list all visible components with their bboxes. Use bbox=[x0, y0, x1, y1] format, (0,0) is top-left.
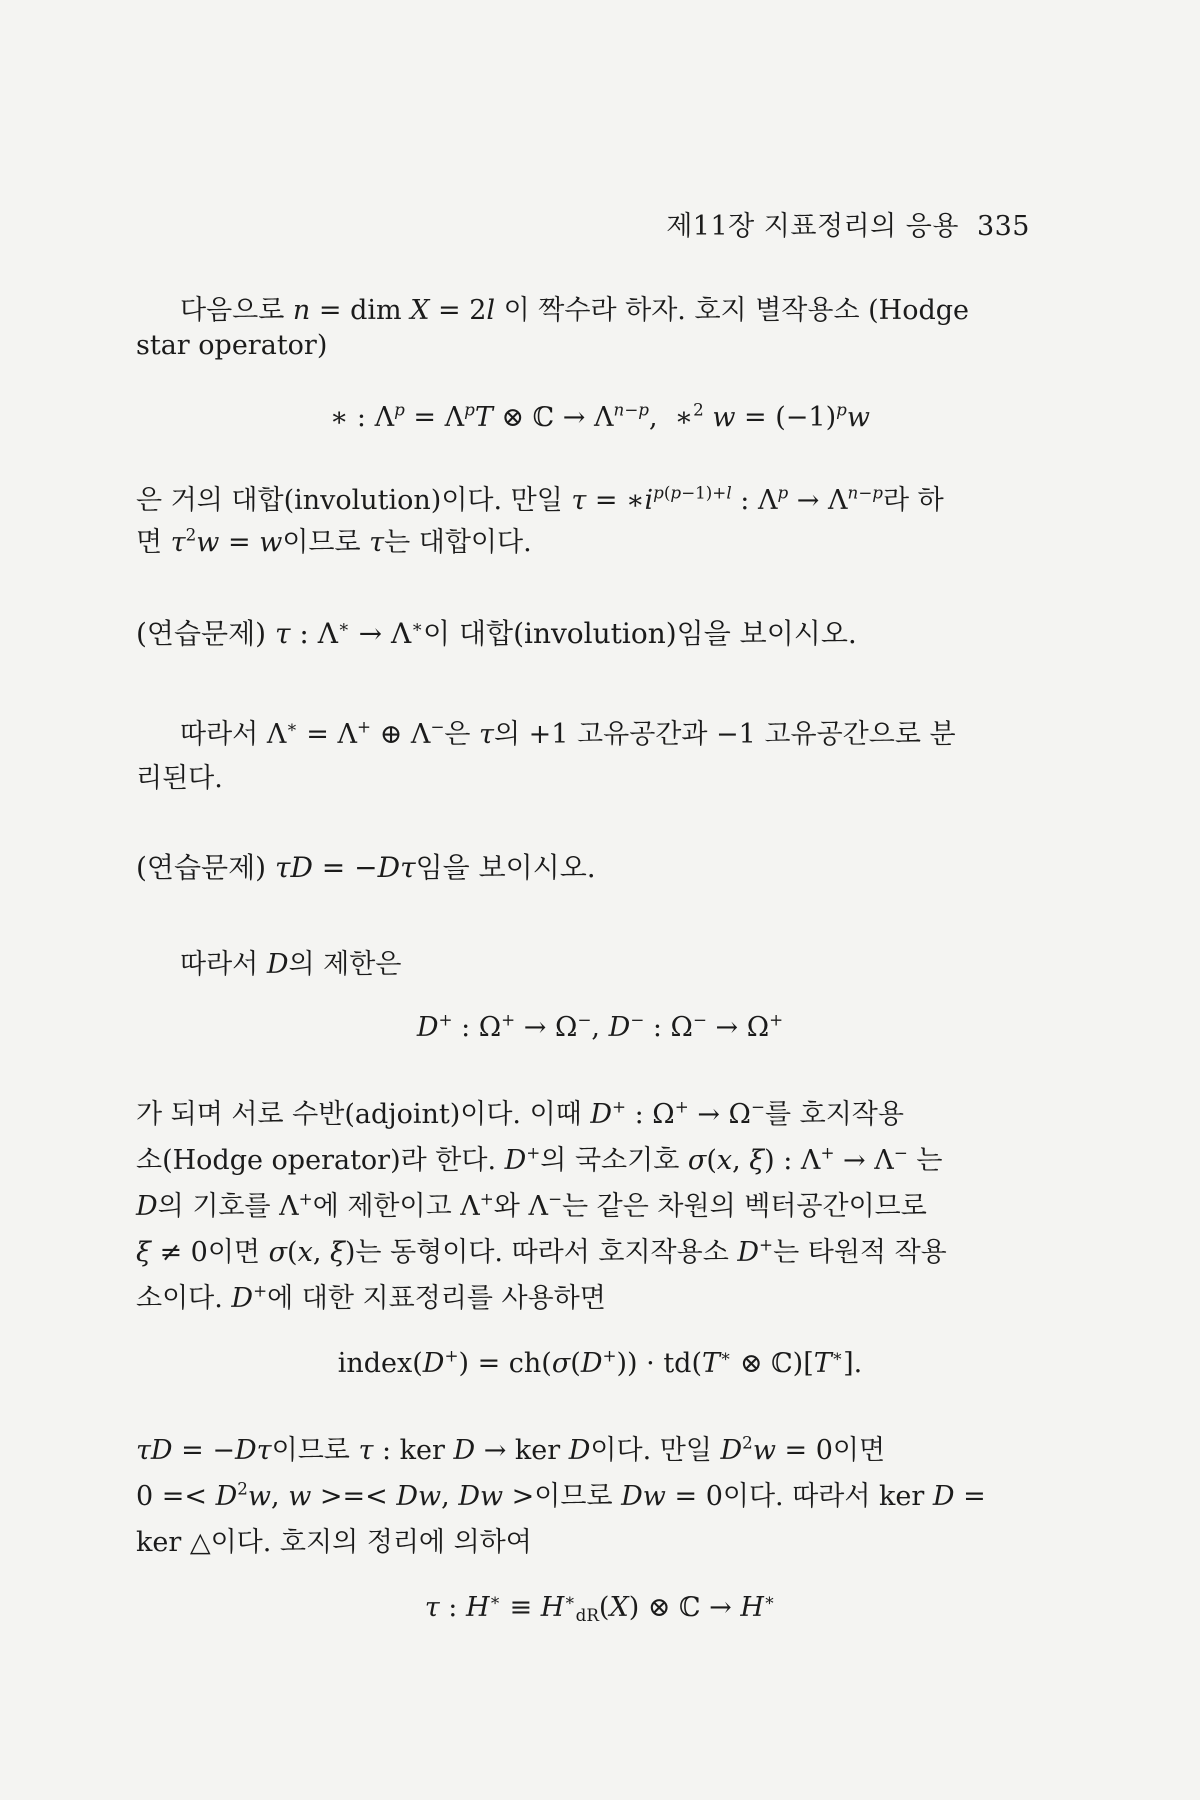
text-line: 리된다. bbox=[136, 763, 223, 794]
page-number: 335 bbox=[976, 211, 1030, 242]
text-line: 따라서 D의 제한은 bbox=[180, 949, 402, 980]
text-line: 따라서 Λ∗ = Λ+ ⊕ Λ−은 τ의 +1 고유공간과 −1 고유공간으로 분 bbox=[180, 716, 956, 750]
text-line: star operator) bbox=[136, 330, 328, 361]
equation-index: index(D+) = ch(σ(D+)) · td(T∗ ⊗ ℂ)[T∗]. bbox=[337, 1345, 863, 1379]
text-line: ξ ≠ 0이면 σ(x, ξ)는 동형이다. 따라서 호지작용소 D+는 타원적 작용 bbox=[136, 1234, 947, 1268]
text-line: $0 =< D^2w$, w >=< Dw, Dw >이므로 Dw = 0이다. 따라서 ker D = bbox=[136, 1478, 986, 1512]
text-line: τD = −Dτ이므로 τ : ker D → ker D이다. 만일 $D^2w = 0$이면 bbox=[136, 1432, 886, 1466]
text-line: 가 되며 서로 수반(adjoint)이다. 이때 D+ : Ω+ → Ω−를 호지작용 bbox=[136, 1096, 904, 1130]
running-head bbox=[666, 204, 1030, 243]
text-line: 은 거의 대합(involution)이다. 만일 $\tau = ∗i^{p(p-1)+l}$ : $\Lambda^p \to \Lambda^{n-p}$라 하 bbox=[136, 482, 944, 516]
text-line: D의 기호를 Λ+에 제한이고 Λ+와 Λ−는 같은 차원의 벡터공간이므로 bbox=[136, 1188, 927, 1222]
text-line: ker △이다. 호지의 정리에 의하여 bbox=[136, 1527, 532, 1558]
chapter-title: 제11장 지표정리의 응용 bbox=[666, 211, 959, 242]
equation-restriction: D+ : Ω+ → Ω−, D− : Ω− → Ω+ bbox=[416, 1009, 784, 1043]
exercise-2: (연습문제) τD = −Dτ임을 보이시오. bbox=[136, 851, 596, 884]
equation-hodge-star: ∗ : $\Lambda^p = \Lambda^pT$ ⊗ ℂ → $\Lambda^{n-p}$, ∗$^2$ $w = (-1)^pw$ bbox=[330, 399, 870, 433]
equation-cohomology: τ : $H^∗ \equiv H^∗_{dR}(X)$ ⊗ ℂ → H∗ bbox=[424, 1589, 776, 1626]
text-line: 다음으로 n = dim X = 2l 이 짝수라 하자. 호지 별작용소 (Hodge bbox=[180, 295, 970, 326]
exercise-1: (연습문제) τ : Λ∗ → Λ∗이 대합(involution)임을 보이시오. bbox=[136, 617, 857, 650]
text-line: 소(Hodge operator)라 한다. D+의 국소기호 σ(x, ξ) : Λ+ → Λ− 는 bbox=[136, 1142, 943, 1176]
text-line: 소이다. D+에 대한 지표정리를 사용하면 bbox=[136, 1280, 606, 1314]
text-line: 면 $\tau^2w = w$이므로 τ는 대합이다. bbox=[136, 524, 532, 558]
